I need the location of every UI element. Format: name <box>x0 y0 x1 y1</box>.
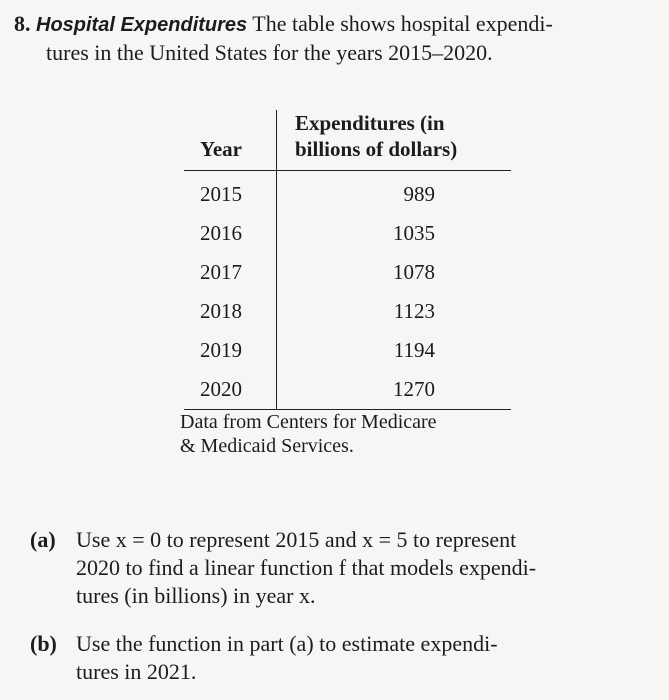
problem-statement <box>14 10 654 66</box>
table-row <box>184 331 511 370</box>
value-cell: 1123 <box>393 299 435 323</box>
part-b-label: (b) <box>30 631 57 656</box>
expenditures-table <box>184 110 511 410</box>
header-exp-line-2: billions of dollars) <box>295 137 458 161</box>
year-cell: 2020 <box>184 370 277 410</box>
table-row <box>184 370 511 410</box>
year-cell: 2018 <box>184 292 277 331</box>
part-a-line-3: tures (in billions) in year x. <box>76 583 316 608</box>
problem-title: Hospital Expenditures <box>36 14 248 36</box>
source-line-2: & Medicaid Services. <box>180 435 354 457</box>
value-cell: 989 <box>403 182 435 206</box>
table-row <box>184 171 511 215</box>
part-b-line-2: tures in 2021. <box>76 659 197 684</box>
header-expenditures <box>277 110 512 171</box>
part-a-line-2: 2020 to find a linear function f that models expendi- <box>76 555 537 580</box>
year-cell: 2016 <box>184 214 277 253</box>
part-b <box>30 630 640 686</box>
part-b-line-1: Use the function in part (a) to estimate expendi- <box>76 631 498 656</box>
header-exp-line-1: Expenditures (in <box>295 111 445 135</box>
intro-line-1: The table shows hospital expendi- <box>252 11 553 36</box>
source-line-1: Data from Centers for Medicare <box>180 411 437 433</box>
part-a-line-1: Use x = 0 to represent 2015 and x = 5 to represent <box>76 527 517 552</box>
table-header-row <box>184 110 511 171</box>
table-row <box>184 292 511 331</box>
year-cell: 2015 <box>184 171 277 215</box>
year-cell: 2017 <box>184 253 277 292</box>
table-source-note <box>180 410 500 458</box>
value-cell: 1194 <box>393 338 435 362</box>
table-row <box>184 253 511 292</box>
value-cell: 1035 <box>393 221 435 245</box>
table-row <box>184 214 511 253</box>
intro-line-2: tures in the United States for the years 2015–2020. <box>46 40 493 65</box>
value-cell: 1270 <box>393 377 435 401</box>
value-cell: 1078 <box>393 260 435 284</box>
year-cell: 2019 <box>184 331 277 370</box>
part-a-label: (a) <box>30 527 56 552</box>
part-a <box>30 526 640 610</box>
header-year: Year <box>184 110 277 171</box>
problem-number: 8. <box>14 11 31 36</box>
